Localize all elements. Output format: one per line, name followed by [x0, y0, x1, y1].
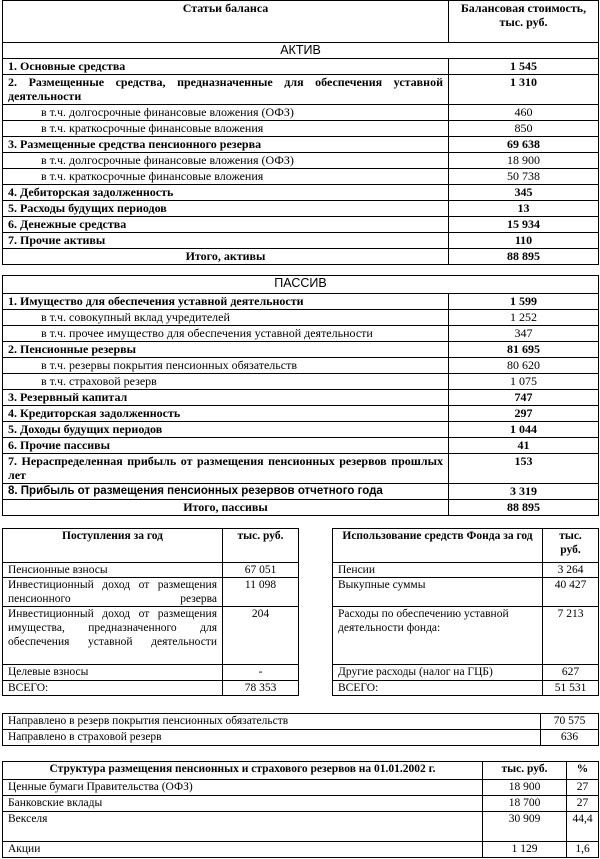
asset-label: 7. Прочие активы: [3, 233, 449, 249]
asset-title-row: [3, 43, 599, 59]
liability-label: 1. Имущество для обеспечения уставной деятельности: [3, 294, 449, 310]
asset-label: в т.ч. краткосрочные финансовые вложения: [3, 121, 449, 137]
liability-row: [3, 310, 599, 326]
expense-header-row: [333, 529, 599, 563]
structure-header-pct: %: [567, 762, 599, 780]
liability-title: ПАССИВ: [3, 276, 599, 294]
spacer: [3, 265, 599, 276]
income-total-row: [3, 681, 299, 696]
asset-value: 69 638: [449, 137, 599, 153]
income-row: [3, 607, 299, 665]
expense-value: 40 427: [543, 578, 599, 607]
liability-value: 347: [449, 326, 599, 342]
liability-value: 747: [449, 390, 599, 406]
structure-row: [3, 796, 599, 812]
structure-table: [2, 761, 599, 858]
liability-row: [3, 294, 599, 310]
expense-row: [333, 607, 599, 665]
asset-label: 4. Дебиторская задолженность: [3, 185, 449, 201]
asset-title: АКТИВ: [3, 43, 599, 59]
structure-value: 1 129: [483, 842, 567, 858]
expense-row: [333, 578, 599, 607]
income-total-label: ВСЕГО:: [3, 681, 223, 696]
asset-value: 15 934: [449, 217, 599, 233]
income-header-label: Поступления за год: [3, 529, 223, 563]
expense-header-label: Использование средств Фонда за год: [333, 529, 543, 563]
liability-row: [3, 342, 599, 358]
asset-row: [3, 201, 599, 217]
asset-value: 345: [449, 185, 599, 201]
asset-label: в т.ч. долгосрочные финансовые вложения (ОФЗ): [3, 153, 449, 169]
liability-label: в т.ч. прочее имущество для обеспечения уставной деятельности: [3, 326, 449, 342]
structure-row: [3, 842, 599, 858]
directed-label: Направлено в страховой резерв: [3, 730, 541, 746]
liability-title-row: [3, 276, 599, 294]
liability-label: в т.ч. совокупный вклад учредителей: [3, 310, 449, 326]
liability-value: 80 620: [449, 358, 599, 374]
structure-label: Ценные бумаги Правительства (ОФЗ): [3, 780, 483, 796]
asset-row: [3, 185, 599, 201]
expense-label: Выкупные суммы: [333, 578, 543, 607]
liability-total-label: Итого, пассивы: [3, 500, 449, 516]
asset-value: 460: [449, 105, 599, 121]
asset-value: 1 545: [449, 59, 599, 75]
asset-label: 3. Размещенные средства пенсионного резерва: [3, 137, 449, 153]
asset-label: 5. Расходы будущих периодов: [3, 201, 449, 217]
liability-label: 7. Нераспределенная прибыль от размещения пенсионных резервов прошлых лет: [3, 454, 449, 484]
liability-total-row: [3, 500, 599, 516]
liability-label: 3. Резервный капитал: [3, 390, 449, 406]
asset-row: [3, 169, 599, 185]
expense-value: 7 213: [543, 607, 599, 665]
structure-value: 30 909: [483, 812, 567, 842]
expense-value: 3 264: [543, 563, 599, 578]
liability-value: 1 044: [449, 422, 599, 438]
directed-value: 636: [541, 730, 599, 746]
directed-value: 70 575: [541, 714, 599, 730]
liability-row: [3, 454, 599, 484]
asset-total-label: Итого, активы: [3, 249, 449, 265]
liability-row: [3, 358, 599, 374]
balance-header-row: [3, 1, 599, 43]
structure-header-unit: тыс. руб.: [483, 762, 567, 780]
spacer-row: [3, 265, 599, 276]
expense-label: Расходы по обеспечению уставной деятельности фонда:: [333, 607, 543, 665]
asset-row: [3, 105, 599, 121]
structure-label: Векселя: [3, 812, 483, 842]
income-row: [3, 563, 299, 578]
income-row: [3, 578, 299, 607]
liability-value: 1 075: [449, 374, 599, 390]
asset-value: 1 310: [449, 75, 599, 105]
liability-value: 1 252: [449, 310, 599, 326]
liability-label: 4. Кредиторская задолженность: [3, 406, 449, 422]
income-value: 11 098: [223, 578, 299, 607]
asset-value: 13: [449, 201, 599, 217]
structure-row: [3, 780, 599, 796]
liability-row: [3, 484, 599, 500]
asset-row: [3, 153, 599, 169]
income-label: Инвестиционный доход от размещения пенсионного резерва: [3, 578, 223, 607]
expense-total-label: ВСЕГО:: [333, 681, 543, 696]
structure-pct: 27: [567, 796, 599, 812]
liability-row: [3, 422, 599, 438]
asset-value: 850: [449, 121, 599, 137]
header-items: Статьи баланса: [3, 1, 449, 43]
asset-row: [3, 59, 599, 75]
income-header-unit: тыс. руб.: [223, 529, 299, 563]
liability-total-value: 88 895: [449, 500, 599, 516]
directed-row: [3, 714, 599, 730]
directed-table: [2, 713, 599, 746]
asset-label: 6. Денежные средства: [3, 217, 449, 233]
liability-value: 1 599: [449, 294, 599, 310]
income-header-row: [3, 529, 299, 563]
income-total-value: 78 353: [223, 681, 299, 696]
structure-pct: 1,6: [567, 842, 599, 858]
liability-row: [3, 406, 599, 422]
liability-row: [3, 438, 599, 454]
expense-total-row: [333, 681, 599, 696]
asset-label: в т.ч. краткосрочные финансовые вложения: [3, 169, 449, 185]
asset-value: 18 900: [449, 153, 599, 169]
expense-value: 627: [543, 665, 599, 681]
expense-label: Пенсии: [333, 563, 543, 578]
expense-label: Другие расходы (налог на ГЦБ): [333, 665, 543, 681]
expense-total-value: 51 531: [543, 681, 599, 696]
structure-pct: 27: [567, 780, 599, 796]
structure-header-row: [3, 762, 599, 780]
expense-row: [333, 665, 599, 681]
directed-row: [3, 730, 599, 746]
structure-row: [3, 812, 599, 842]
expense-row: [333, 563, 599, 578]
income-label: Пенсионные взносы: [3, 563, 223, 578]
asset-row: [3, 137, 599, 153]
header-value: Балансовая стоимость, тыс. руб.: [449, 1, 599, 43]
expense-table: [332, 528, 599, 696]
structure-header-label: Структура размещения пенсионных и страхового резервов на 01.01.2002 г.: [3, 762, 483, 780]
structure-pct: 44,4: [567, 812, 599, 842]
liability-label: 5. Доходы будущих периодов: [3, 422, 449, 438]
income-row: [3, 665, 299, 681]
liability-value: 3 319: [449, 484, 599, 500]
asset-row: [3, 121, 599, 137]
income-value: 67 051: [223, 563, 299, 578]
asset-row: [3, 75, 599, 105]
expense-header-unit: тыс. руб.: [543, 529, 599, 563]
asset-value: 110: [449, 233, 599, 249]
income-value: 204: [223, 607, 299, 665]
structure-value: 18 700: [483, 796, 567, 812]
liability-label: в т.ч. резервы покрытия пенсионных обязательств: [3, 358, 449, 374]
income-label: Инвестиционный доход от размещения имущества, предназначенного для обеспечения уставной деятельности: [3, 607, 223, 665]
asset-value: 50 738: [449, 169, 599, 185]
structure-label: Банковские вклады: [3, 796, 483, 812]
liability-label: 8. Прибыль от размещения пенсионных резервов отчетного года: [3, 484, 449, 500]
liability-label: в т.ч. страховой резерв: [3, 374, 449, 390]
asset-row: [3, 217, 599, 233]
liability-value: 153: [449, 454, 599, 484]
liability-row: [3, 374, 599, 390]
liability-value: 41: [449, 438, 599, 454]
balance-table: [2, 0, 599, 516]
liability-row: [3, 326, 599, 342]
asset-label: 2. Размещенные средства, предназначенные для обеспечения уставной деятельности: [3, 75, 449, 105]
asset-total-value: 88 895: [449, 249, 599, 265]
asset-label: в т.ч. долгосрочные финансовые вложения (ОФЗ): [3, 105, 449, 121]
liability-row: [3, 390, 599, 406]
structure-label: Акции: [3, 842, 483, 858]
liability-value: 297: [449, 406, 599, 422]
structure-value: 18 900: [483, 780, 567, 796]
directed-label: Направлено в резерв покрытия пенсионных обязательств: [3, 714, 541, 730]
income-value: -: [223, 665, 299, 681]
asset-label: 1. Основные средства: [3, 59, 449, 75]
asset-row: [3, 233, 599, 249]
income-table: [2, 528, 299, 696]
liability-value: 81 695: [449, 342, 599, 358]
liability-label: 2. Пенсионные резервы: [3, 342, 449, 358]
liability-label: 6. Прочие пассивы: [3, 438, 449, 454]
income-label: Целевые взносы: [3, 665, 223, 681]
asset-total-row: [3, 249, 599, 265]
